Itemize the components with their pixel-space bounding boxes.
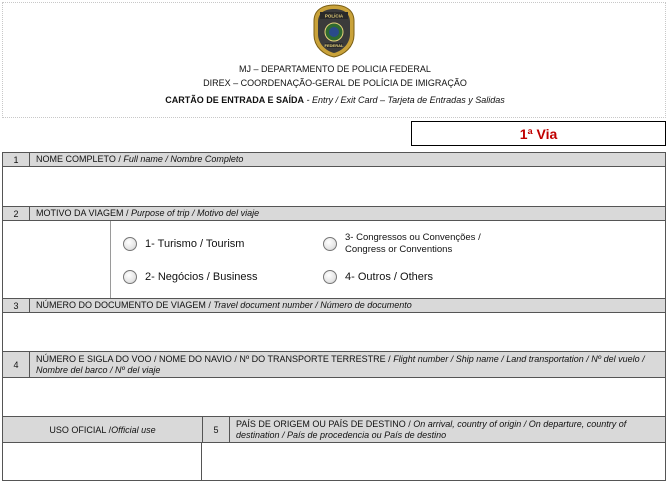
radio-tourism-icon[interactable] bbox=[123, 237, 137, 251]
radio-congress-icon[interactable] bbox=[323, 237, 337, 251]
purpose-area bbox=[2, 221, 666, 298]
official-use-field bbox=[3, 443, 202, 480]
bottom-body bbox=[2, 443, 666, 481]
card-title: CARTÃO DE ENTRADA E SAÍDA - Entry / Exit Card – Tarjeta de Entradas y Salidas bbox=[165, 95, 505, 105]
travel-document-field[interactable] bbox=[2, 313, 666, 351]
option-business-label: 2- Negócios / Business bbox=[145, 271, 258, 283]
purpose-option-others[interactable] bbox=[323, 270, 433, 284]
official-use-label: USO OFICIAL / Official use bbox=[3, 417, 203, 442]
bottom-header bbox=[2, 416, 666, 443]
flight-number-field[interactable] bbox=[2, 378, 666, 416]
option-congress-label: 3- Congressos ou Convenções / Congress or Conventions bbox=[345, 232, 481, 255]
full-name-field[interactable] bbox=[2, 167, 666, 206]
purpose-option-business[interactable] bbox=[123, 270, 258, 284]
option-others-label: 4- Outros / Others bbox=[345, 271, 434, 283]
purpose-option-congress[interactable] bbox=[323, 232, 481, 256]
section-2-header bbox=[2, 206, 666, 221]
section-5-number: 5 bbox=[203, 417, 230, 442]
policia-federal-seal-icon bbox=[311, 3, 357, 59]
purpose-option-tourism[interactable] bbox=[123, 237, 244, 251]
purpose-divider bbox=[110, 221, 111, 298]
radio-business-icon[interactable] bbox=[123, 270, 137, 284]
section-1-number: 1 bbox=[3, 153, 30, 166]
radio-others-icon[interactable] bbox=[323, 270, 337, 284]
section-2-label: MOTIVO DA VIAGEM / Purpose of trip / Motivo del viaje bbox=[36, 208, 260, 218]
svg-text:FEDERAL: FEDERAL bbox=[324, 43, 344, 48]
section-4-label: NÚMERO E SIGLA DO VOO / NOME DO NAVIO / Nº DO TRANSPORTE TERRESTRE / Flight number / Ship name / Land transportation / Nº del vuelo / Nombre del barco / Nº del viaje bbox=[36, 353, 645, 375]
option-tourism-label: 1- Turismo / Tourism bbox=[145, 238, 245, 250]
section-2-number: 2 bbox=[3, 207, 30, 220]
country-field[interactable] bbox=[202, 443, 665, 480]
section-3-number: 3 bbox=[3, 299, 30, 312]
section-3-header bbox=[2, 298, 666, 313]
section-5-label: PAÍS DE ORIGEM OU PAÍS DE DESTINO / On arrival, country of origin / On departure, country of destination / País de procedencia ou País de destino bbox=[236, 418, 627, 440]
via-box: 1ª Via bbox=[411, 121, 666, 146]
section-4-header bbox=[2, 351, 666, 378]
header-line-1: MJ – DEPARTAMENTO DE POLICIA FEDERAL bbox=[239, 64, 431, 74]
section-1-header bbox=[2, 152, 666, 167]
section-4-number: 4 bbox=[3, 352, 30, 377]
section-3-label: NÚMERO DO DOCUMENTO DE VIAGEM / Travel document number / Número de documento bbox=[36, 300, 412, 310]
svg-text:POLÍCIA: POLÍCIA bbox=[324, 13, 344, 19]
header-line-2: DIREX – COORDENAÇÃO-GERAL DE POLÍCIA DE IMIGRAÇÃO bbox=[203, 78, 467, 88]
section-1-label: NOME COMPLETO / Full name / Nombre Completo bbox=[36, 154, 244, 164]
